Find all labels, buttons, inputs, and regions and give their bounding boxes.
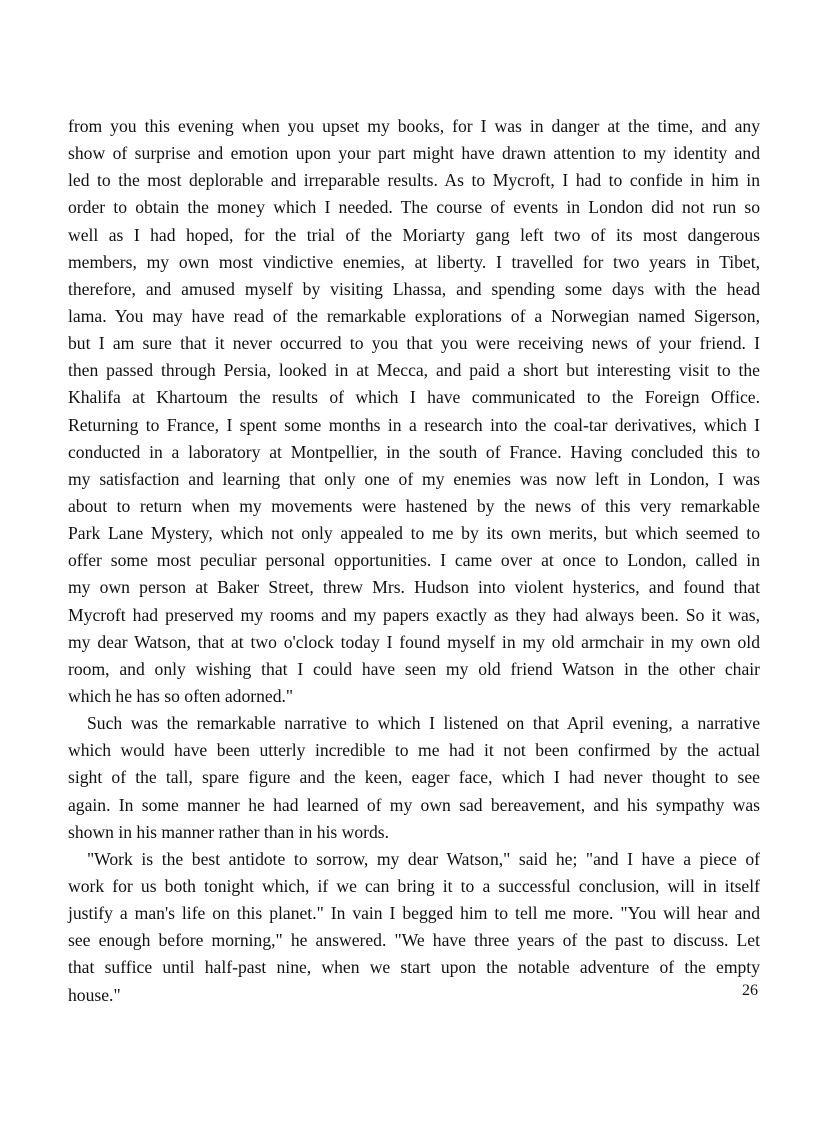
text-line: order to obtain the money which I needed. The course of events in London did not run so	[68, 197, 760, 218]
text-line: "Work is the best antidote to sorrow, my dear Watson," said he; "and I have a piece of	[87, 848, 760, 869]
text-line: my own person at Baker Street, threw Mrs. Hudson into violent hysterics, and found that	[68, 577, 760, 598]
text-line: conducted in a laboratory at Montpellier, in the south of France. Having concluded this to	[68, 441, 760, 462]
text-line: work for us both tonight which, if we can bring it to a successful conclusion, will in itself	[68, 875, 760, 896]
text-line: Such was the remarkable narrative to which I listened on that April evening, a narrative	[87, 713, 760, 734]
text-line: my dear Watson, that at two o'clock today I found myself in my old armchair in my own old	[68, 631, 760, 652]
text-line: Khalifa at Khartoum the results of which I have communicated to the Foreign Office.	[68, 387, 760, 408]
text-line: led to the most deplorable and irreparable results. As to Mycroft, I had to confide in him in	[68, 170, 760, 191]
text-line: my satisfaction and learning that only one of my enemies was now left in London, I was	[68, 468, 760, 489]
text-line: Returning to France, I spent some months in a research into the coal-tar derivatives, which I	[68, 414, 760, 435]
text-line: shown in his manner rather than in his words.	[68, 821, 390, 842]
text-line: again. In some manner he had learned of my own sad bereavement, and his sympathy was	[68, 794, 760, 815]
text-line: about to return when my movements were hastened by the news of this very remarkable	[68, 495, 760, 516]
text-line: therefore, and amused myself by visiting Lhassa, and spending some days with the head	[68, 278, 760, 299]
text-line: but I am sure that it never occurred to you that you were receiving news of your friend. I	[68, 333, 760, 354]
text-line: room, and only wishing that I could have seen my old friend Watson in the other chair	[68, 658, 760, 679]
text-line: Mycroft had preserved my rooms and my papers exactly as they had always been. So it was,	[68, 604, 760, 625]
text-line: justify a man's life on this planet." In vain I begged him to tell me more. "You will hear and	[68, 903, 760, 924]
paragraph	[68, 113, 760, 710]
text-line: offer some most peculiar personal opportunities. I came over at once to London, called in	[68, 550, 760, 571]
text-line: lama. You may have read of the remarkable explorations of a Norwegian named Sigerson,	[68, 305, 760, 326]
text-line: then passed through Persia, looked in at Mecca, and paid a short but interesting visit to the	[68, 360, 760, 381]
text-line: which he has so often adorned."	[68, 685, 294, 706]
text-line: well as I had hoped, for the trial of the Moriarty gang left two of its most dangerous	[68, 224, 760, 245]
paragraph	[68, 846, 760, 1009]
text-line: see enough before morning," he answered. "We have three years of the past to discuss. Let	[68, 930, 760, 951]
text-line: sight of the tall, spare figure and the keen, eager face, which I had never thought to see	[68, 767, 760, 788]
body-text	[68, 113, 760, 1009]
paragraph	[68, 710, 760, 846]
page-number: 26	[742, 982, 758, 999]
text-line: from you this evening when you upset my books, for I was in danger at the time, and any	[68, 116, 760, 136]
text-line: house."	[68, 984, 121, 1005]
text-line: which would have been utterly incredible to me had it not been confirmed by the actual	[68, 740, 760, 761]
text-line: Park Lane Mystery, which not only appealed to me by its own merits, but which seemed to	[68, 523, 760, 544]
text-line: members, my own most vindictive enemies, at liberty. I travelled for two years in Tibet,	[68, 251, 760, 272]
text-line: show of surprise and emotion upon your part might have drawn attention to my identity and	[68, 143, 760, 164]
text-line: that suffice until half-past nine, when we start upon the notable adventure of the empty	[68, 957, 760, 978]
